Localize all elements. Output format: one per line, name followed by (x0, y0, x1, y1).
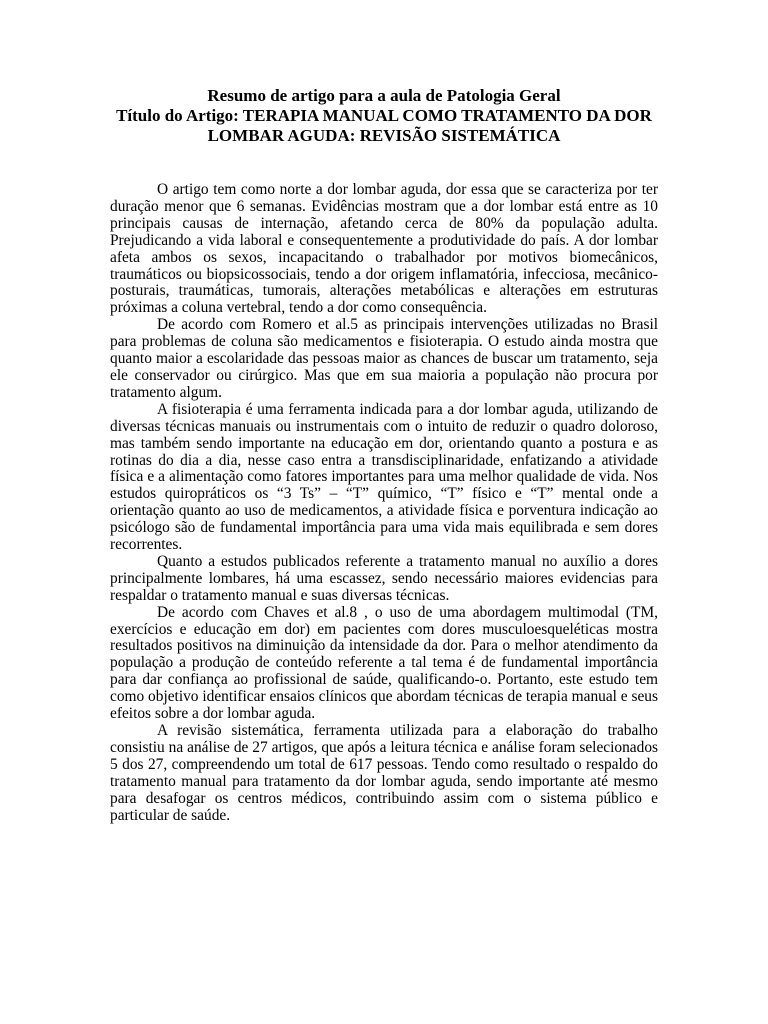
paragraph-3: A fisioterapia é uma ferramenta indicada para a dor lombar aguda, utilizando de diversas técnicas manuais ou instrumentais com o intuito de reduzir o quadro doloroso, mas também sendo importante na educação em dor, orientando quanto a postura e as rotinas do dia a dia, nesse caso entra a transdisciplinaridade, enfatizando a atividade física e a alimentação como fatores importantes para uma melhor qualidade de vida. Nos estudos quiropráticos os “3 Ts” – “T” químico, “T” físico e “T” mental onde a orientação quanto ao uso de medicamentos, a atividade física e porventura indicação ao psicólogo são de fundamental importância para uma vida mais equilibrada e sem dores recorrentes. (110, 400, 658, 554)
header-course-line: Resumo de artigo para a aula de Patologia Geral (207, 86, 561, 105)
paragraph-6: A revisão sistemática, ferramenta utilizada para a elaboração do trabalho consistiu na análise de 27 artigos, que após a leitura técnica e análise foram selecionados 5 dos 27, compreendendo um total de 617 pessoas. Tendo como resultado o respaldo do tratamento manual para tratamento da dor lombar aguda, sendo importante até mesmo para desafogar os centros médicos, contribuindo assim com o sistema público e particular de saúde. (110, 722, 658, 824)
document-body (110, 182, 658, 824)
paragraph-5: De acordo com Chaves et al.8 , o uso de uma abordagem multimodal (TM, exercícios e educação em dor) em pacientes com dores musculoesqueléticas mostra resultados positivos na diminuição da intensidade da dor. Para o melhor atendimento da população a produção de conteúdo referente a tal tema é de fundamental importância para dar confiança ao profissional de saúde, qualificando-o. Portanto, este estudo tem como objetivo identificar ensaios clínicos que abordam técnicas de terapia manual e seus efeitos sobre a dor lombar aguda. (110, 603, 658, 723)
paragraph-1: O artigo tem como norte a dor lombar aguda, dor essa que se caracteriza por ter duração menor que 6 semanas. Evidências mostram que a dor lombar está entre as 10 principais causas de internação, afetando cerca de 80% da população adulta. Prejudicando a vida laboral e consequentemente a produtividade do país. A dor lombar afeta ambos os sexos, incapacitando o trabalhador por motivos biomecânicos, traumáticos ou biopsicossociais, tendo a dor origem inflamatória, infecciosa, mecânico-posturais, traumáticas, tumorais, alterações metabólicas e alterações em estruturas próximas a coluna vertebral, tendo a dor como consequência. (110, 181, 658, 317)
paragraph-2: De acordo com Romero et al.5 as principais intervenções utilizadas no Brasil para problemas de coluna são medicamentos e fisioterapia. O estudo ainda mostra que quanto maior a escolaridade das pessoas maior as chances de buscar um tratamento, seja ele conservador ou cirúrgico. Mas que em sua maioria a população não procura por tratamento algum. (110, 316, 658, 401)
article-title: Título do Artigo: TERAPIA MANUAL COMO TRATAMENTO DA DOR LOMBAR AGUDA: REVISÃO SISTEMÁTICA (116, 106, 652, 145)
document-header (100, 86, 668, 146)
paragraph-4: Quanto a estudos publicados referente a tratamento manual no auxílio a dores principalmente lombares, há uma escassez, sendo necessário maiores evidencias para respaldar o tratamento manual e suas diversas técnicas. (110, 552, 658, 604)
